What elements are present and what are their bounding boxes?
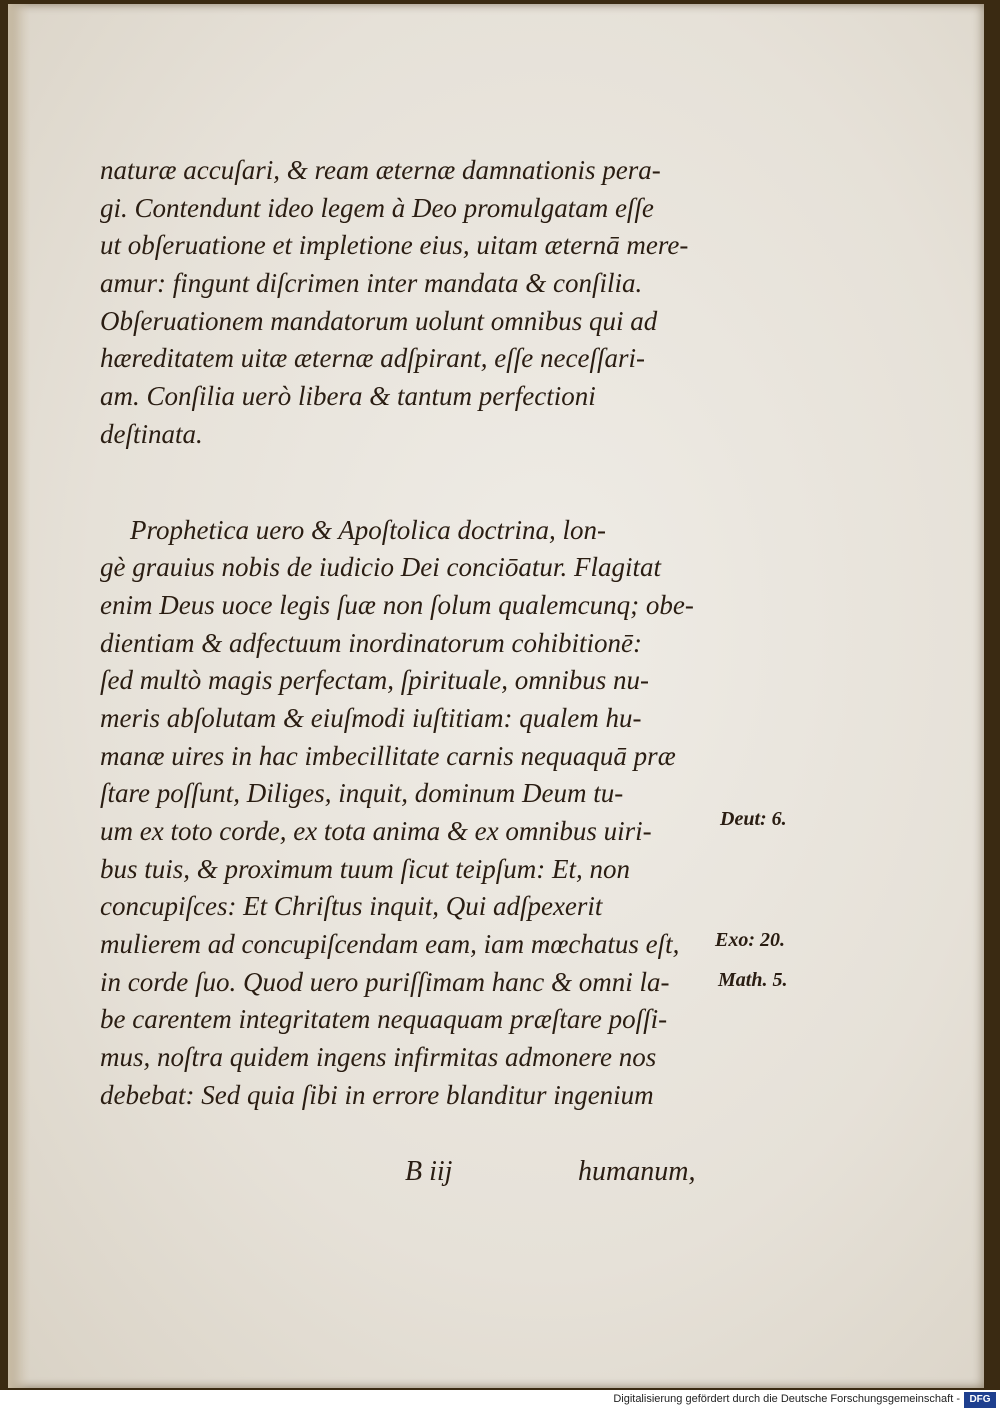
text-line: hæreditatem uitæ æternæ adſpirant, eſſe neceſſari- xyxy=(100,343,645,374)
text-line: manæ uires in hac imbecillitate carnis nequaquā præ xyxy=(100,740,676,771)
text-line: be carentem integritatem nequaquam præſtare poſſi- xyxy=(100,1004,668,1035)
text-line: in corde ſuo. Quod uero puriſſimam hanc & omni la- xyxy=(100,966,670,997)
margin-note-math: Math. 5. xyxy=(718,969,788,991)
page-gutter-shadow xyxy=(8,4,30,1388)
footer-credit: Digitalisierung gefördert durch die Deutsche Forschungsgemeinschaft - xyxy=(613,1393,960,1405)
text-line: um ex toto corde, ex tota anima & ex omnibus uiri- xyxy=(100,816,652,846)
text-line: dientiam & adfectuum inordinatorum cohibitionē: xyxy=(100,627,642,658)
text-line: gè grauius nobis de iudicio Dei conciōatur. Flagitat xyxy=(100,552,661,583)
text-line: naturæ accuſari, & ream æternæ damnationis pera- xyxy=(100,155,661,185)
dfg-logo: DFG xyxy=(964,1392,996,1408)
text-line: concupiſces: Et Chriſtus inquit, Qui adſpexerit xyxy=(100,891,603,922)
paragraph-2 xyxy=(100,512,740,1115)
margin-note-deut: Deut: 6. xyxy=(720,808,787,830)
text-line: ut obſeruatione et impletione eius, uitam æternā mere- xyxy=(100,230,689,261)
footer-bar xyxy=(0,1390,1000,1411)
text-line: gi. Contendunt ideo legem à Deo promulgatam eſſe xyxy=(100,192,654,223)
text-line: enim Deus uoce legis ſuæ non ſolum qualemcunq; obe- xyxy=(100,589,694,620)
catchword: humanum, xyxy=(578,1156,696,1187)
margin-note-exo: Exo: 20. xyxy=(715,929,785,951)
text-line: debebat: Sed quia ſibi in errore blanditur ingenium xyxy=(100,1079,654,1110)
paragraph-gap xyxy=(100,454,740,512)
text-line: ſed multò magis perfectam, ſpirituale, omnibus nu- xyxy=(100,665,649,696)
text-line: deſtinata. xyxy=(100,418,203,449)
text-line: amur: fingunt diſcrimen inter mandata & conſilia. xyxy=(100,268,643,299)
text-line-first: Prophetica uero & Apoſtolica doctrina, lon- xyxy=(130,514,606,545)
text-line: Obſeruationem mandatorum uolunt omnibus qui ad xyxy=(100,305,658,336)
text-line: ſtare poſſunt, Diliges, inquit, dominum Deum tu- xyxy=(100,778,624,809)
text-line: bus tuis, & proximum tuum ſicut teipſum: Et, non xyxy=(100,853,630,884)
signature-mark: B iij xyxy=(405,1156,453,1187)
text-line: meris abſolutam & eiuſmodi iuſtitiam: qualem hu- xyxy=(100,702,642,733)
page-text-block xyxy=(100,152,740,1115)
paragraph-1 xyxy=(100,152,740,454)
text-line: mus, noſtra quidem ingens infirmitas admonere nos xyxy=(100,1042,657,1073)
text-line: am. Conſilia uerò libera & tantum perfectioni xyxy=(100,381,596,412)
text-line: mulierem ad concupiſcendam eam, iam mœchatus eſt, xyxy=(100,929,680,960)
